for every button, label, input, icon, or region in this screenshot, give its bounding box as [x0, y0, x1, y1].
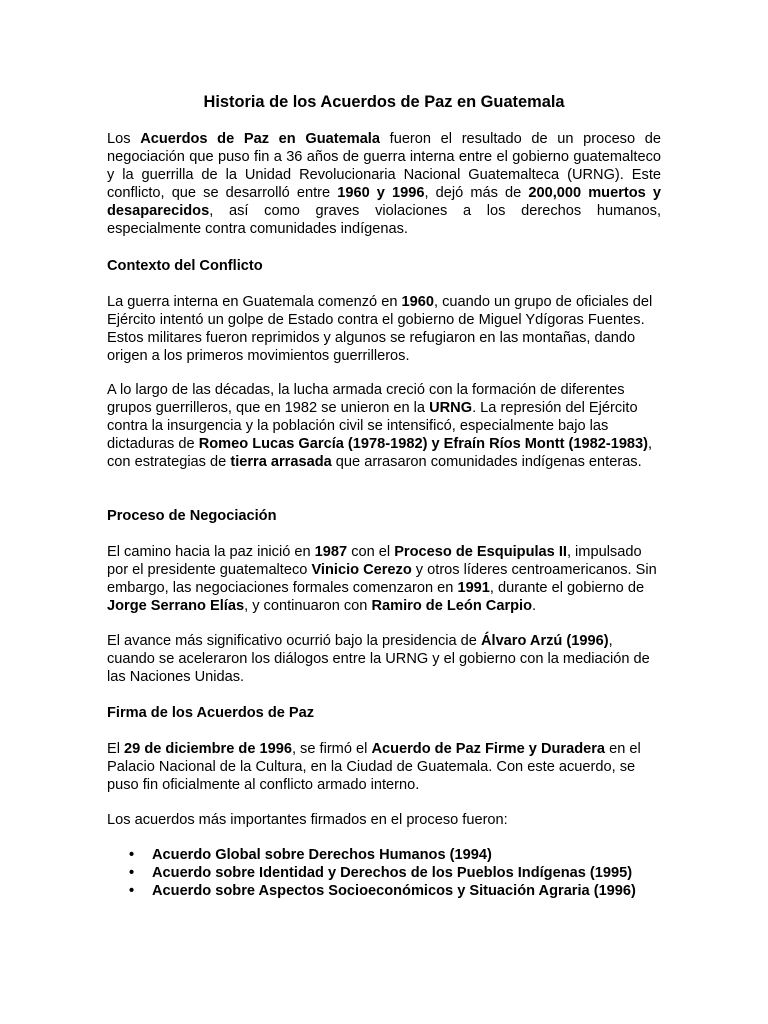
document-title: Historia de los Acuerdos de Paz en Guatemala [203, 93, 565, 111]
section-heading-contexto: Contexto del Conflicto [107, 258, 263, 274]
contexto-p2-text-3: , con estrategias de [107, 436, 653, 470]
firma-p1-text-3: en el Palacio Nacional de la Cultura, en la Ciudad de Guatemala. Con este acuerdo, se puso fin oficialmente al conflicto armado interno. [107, 741, 641, 793]
firma-paragraph-1 [107, 740, 661, 794]
negociacion-p2-bold-1: Álvaro Arzú (1996) [480, 633, 609, 649]
list-item [107, 882, 667, 900]
negociacion-p1-bold-6: Ramiro de León Carpio [371, 598, 533, 614]
acuerdos-list [107, 846, 667, 900]
intro-text-4: , así como graves violaciones a los derechos humanos, especialmente contra comunidades indígenas. [107, 203, 661, 237]
contexto-p1-text-1: La guerra interna en Guatemala comenzó en [107, 294, 402, 310]
negociacion-p2-text-2: , cuando se aceleraron los diálogos entre la URNG y el gobierno con la mediación de las Naciones Unidas. [107, 633, 650, 685]
negociacion-p1-bold-5: Jorge Serrano Elías [107, 598, 245, 614]
negociacion-p1-text-6: , y continuaron con [244, 598, 372, 614]
list-item [107, 846, 667, 864]
bullet-icon: • [129, 847, 135, 863]
intro-text-1: Los [107, 131, 141, 147]
section-heading-firma: Firma de los Acuerdos de Paz [107, 705, 315, 721]
firma-p1-bold-2: Acuerdo de Paz Firme y Duradera [371, 741, 606, 757]
contexto-p1-bold-1: 1960 [401, 294, 434, 310]
negociacion-p1-text-3: , impulsado por el presidente guatemalteco [107, 544, 642, 578]
contexto-p2-bold-3: tierra arrasada [230, 454, 332, 470]
intro-paragraph [107, 130, 661, 238]
negociacion-p1-bold-2: Proceso de Esquipulas II [394, 544, 567, 560]
firma-p1-text-2: , se firmó el [291, 741, 372, 757]
contexto-p2-text-4: que arrasaron comunidades indígenas enteras. [331, 454, 642, 470]
bullet-icon: • [129, 883, 135, 899]
bullet-icon: • [129, 865, 135, 881]
section-heading-negociacion: Proceso de Negociación [107, 508, 277, 524]
contexto-p2-bold-2: Romeo Lucas García (1978-1982) y Efraín Ríos Montt (1982-1983) [198, 436, 649, 452]
negociacion-p1-text-7: . [532, 598, 537, 614]
intro-bold-2: 1960 y 1996 [337, 185, 425, 201]
negociacion-p1-bold-3: Vinicio Cerezo [311, 562, 412, 578]
negociacion-p2-text-1: El avance más significativo ocurrió bajo la presidencia de [107, 633, 481, 649]
contexto-paragraph-1 [107, 293, 661, 365]
negociacion-paragraph-2 [107, 632, 661, 686]
negociacion-paragraph-1 [107, 543, 661, 615]
contexto-paragraph-2 [107, 381, 661, 471]
intro-bold-1: Acuerdos de Paz en Guatemala [140, 131, 380, 147]
firma-p1-bold-1: 29 de diciembre de 1996 [124, 741, 292, 757]
negociacion-p1-bold-1: 1987 [314, 544, 348, 560]
contexto-p1-text-2: , cuando un grupo de oficiales del Ejército intentó un golpe de Estado contra el gobierno de Miguel Ydígoras Fuentes. Estos militares fueron reprimidos y algunos se refugiaron en las montañas, dando origen a los primeros movimientos guerrilleros. [107, 294, 653, 364]
contexto-p2-text-1: A lo largo de las décadas, la lucha armada creció con la formación de diferentes grupos guerrilleros, que en 1982 se unieron en la [107, 382, 625, 416]
list-item-text: Acuerdo Global sobre Derechos Humanos (1994) [152, 847, 492, 863]
negociacion-p1-text-2: con el [347, 544, 395, 560]
intro-text-2: fueron el resultado de un proceso de negociación que puso fin a 36 años de guerra interna entre el gobierno guatemalteco y la guerrilla de la Unidad Revolucionaria Nacional Guatemalteca (URNG). Este conflicto, que se desarrolló entre [107, 131, 661, 201]
intro-bold-3: 200,000 muertos y desaparecidos [107, 185, 661, 219]
negociacion-p1-text-5: , durante el gobierno de [489, 580, 645, 596]
negociacion-p1-bold-4: 1991 [457, 580, 490, 596]
intro-text-3: , dejó más de [424, 185, 529, 201]
list-item [107, 864, 667, 882]
firma-p1-text-1: El [107, 741, 125, 757]
negociacion-p1-text-1: El camino hacia la paz inició en [107, 544, 315, 560]
firma-paragraph-2: Los acuerdos más importantes firmados en el proceso fueron: [107, 812, 508, 828]
negociacion-p1-text-4: y otros líderes centroamericanos. Sin embargo, las negociaciones formales comenzaron en [107, 562, 657, 596]
list-item-text: Acuerdo sobre Identidad y Derechos de los Pueblos Indígenas (1995) [152, 865, 633, 881]
list-item-text: Acuerdo sobre Aspectos Socioeconómicos y Situación Agraria (1996) [152, 883, 636, 899]
contexto-p2-text-2: . La represión del Ejército contra la insurgencia y la población civil se intensificó, especialmente bajo las dictaduras de [107, 400, 638, 452]
contexto-p2-bold-1: URNG [429, 400, 473, 416]
